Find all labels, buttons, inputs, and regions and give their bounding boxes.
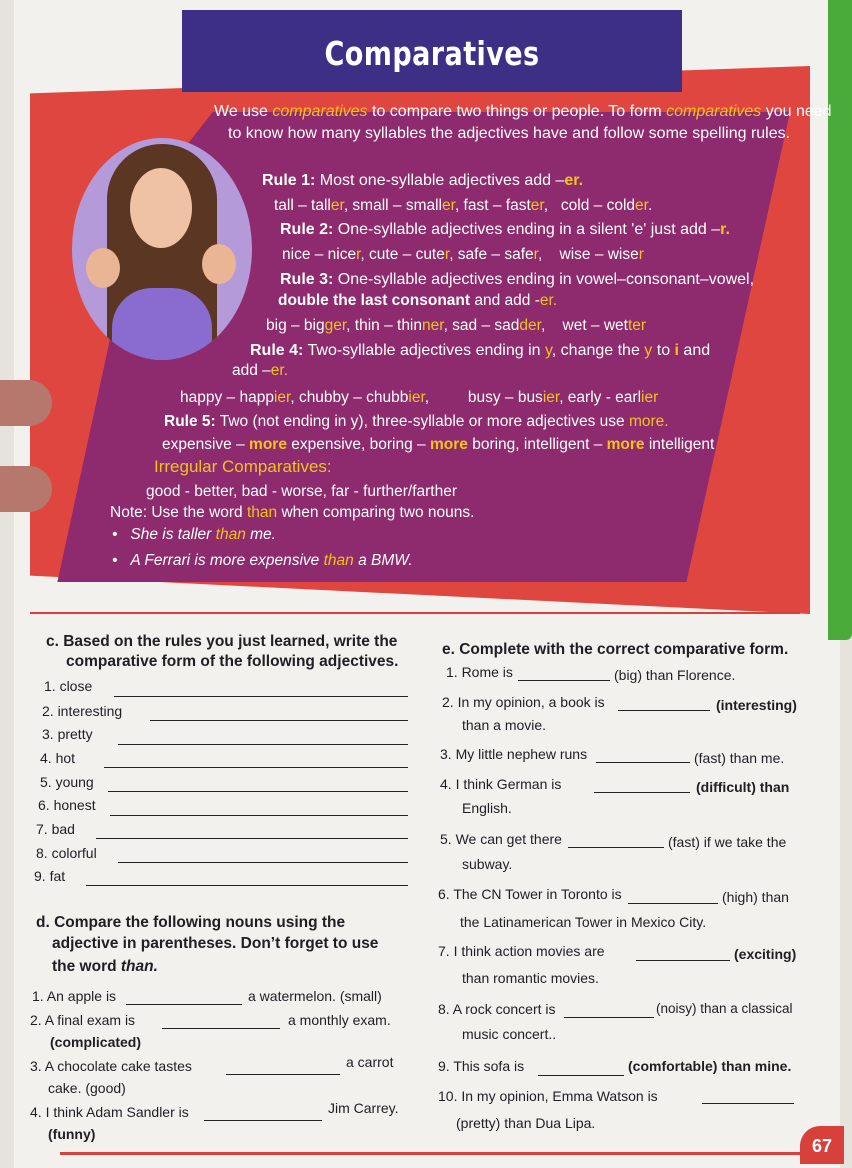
list-item: 4. I think German is xyxy=(440,776,562,792)
irregular-heading: Irregular Comparatives: xyxy=(154,457,332,476)
answer-blank[interactable] xyxy=(702,1103,794,1104)
list-item: 2. In my opinion, a book is xyxy=(442,694,605,710)
list-item-cont: (exciting) xyxy=(734,946,797,962)
rule-1: Rule 1: Most one-syllable adjectives add –er. xyxy=(262,172,584,189)
list-item: 5. young xyxy=(40,774,94,790)
list-item-cont: a monthly exam. xyxy=(288,1012,391,1028)
list-item-cont: than a movie. xyxy=(462,717,547,733)
rule-5-examples: expensive – more expensive, boring – more boring, intelligent – more intelligent xyxy=(162,436,715,453)
list-item-cont: the Latinamerican Tower in Mexico City. xyxy=(460,914,707,930)
list-item-cont: Jim Carrey. xyxy=(328,1100,399,1116)
answer-blank[interactable] xyxy=(96,838,408,839)
section-d-heading-1: d. Compare the following nouns using the xyxy=(36,914,346,931)
rule-1-examples: tall – taller, small – smaller, fast – faster, cold – colder. xyxy=(274,197,653,214)
list-item-hint: (complicated) xyxy=(50,1034,142,1050)
list-item-cont: (comfortable) than mine. xyxy=(628,1058,792,1074)
list-item-cont: subway. xyxy=(462,856,513,872)
list-item-cont: a carrot xyxy=(346,1054,394,1070)
answer-blank[interactable] xyxy=(628,903,718,904)
list-item-cont: music concert.. xyxy=(462,1026,557,1042)
answer-blank[interactable] xyxy=(114,696,408,697)
answer-blank[interactable] xyxy=(110,815,408,816)
answer-blank[interactable] xyxy=(118,862,408,863)
answer-blank[interactable] xyxy=(594,792,690,793)
list-item-hint: cake. (good) xyxy=(48,1080,126,1096)
list-item: 5. We can get there xyxy=(440,831,562,847)
page-number: 67 xyxy=(800,1126,844,1164)
rule-3-line-2: double the last consonant and add -er. xyxy=(278,292,558,309)
list-item: 7. bad xyxy=(36,821,75,837)
list-item: 3. pretty xyxy=(42,726,93,742)
section-c-heading-2: comparative form of the following adjectives. xyxy=(66,653,399,670)
section-e-heading: e. Complete with the correct comparative form. xyxy=(442,641,789,658)
list-item: 1. close xyxy=(44,678,93,694)
list-item-cont: English. xyxy=(462,800,512,816)
answer-blank[interactable] xyxy=(538,1075,624,1076)
list-item: 7. I think action movies are xyxy=(438,943,605,959)
intro-line-2: to know how many syllables the adjectives have and follow some spelling rules. xyxy=(228,125,791,142)
page-title: Comparatives xyxy=(324,34,540,73)
answer-blank[interactable] xyxy=(108,791,408,792)
list-item: 4. I think Adam Sandler is xyxy=(30,1104,189,1120)
section-divider xyxy=(30,612,800,614)
answer-blank[interactable] xyxy=(618,710,710,711)
note-example-2: • A Ferrari is more expensive than a BMW. xyxy=(112,552,413,569)
list-item-cont: (noisy) than a classical xyxy=(656,1001,793,1016)
list-item: 8. A rock concert is xyxy=(438,1001,556,1017)
list-item-hint: (funny) xyxy=(48,1126,96,1142)
list-item-cont: (interesting) xyxy=(716,697,797,713)
rule-5: Rule 5: Two (not ending in y), three-syllable or more adjectives use more. xyxy=(164,413,669,430)
rule-4: Rule 4: Two-syllable adjectives ending in y, change the y to i and xyxy=(250,342,711,359)
list-item: 6. The CN Tower in Toronto is xyxy=(438,886,622,902)
answer-blank[interactable] xyxy=(86,885,408,886)
list-item: 6. honest xyxy=(38,797,96,813)
answer-blank[interactable] xyxy=(118,744,408,745)
answer-blank[interactable] xyxy=(104,767,408,768)
answer-blank[interactable] xyxy=(636,960,730,961)
list-item: 10. In my opinion, Emma Watson is xyxy=(438,1088,658,1104)
rule-4-line-2: add –er. xyxy=(232,362,289,379)
list-item-cont: (fast) if we take the xyxy=(668,834,787,850)
list-item: 1. Rome is xyxy=(446,664,513,680)
answer-blank[interactable] xyxy=(162,1028,280,1029)
list-item: 2. A final exam is xyxy=(30,1012,136,1028)
answer-blank[interactable] xyxy=(596,762,690,763)
answer-blank[interactable] xyxy=(568,847,664,848)
rule-3-examples: big – bigger, thin – thinner, sad – sadder, wet – wetter xyxy=(266,317,647,334)
list-item: 9. fat xyxy=(34,868,66,884)
rule-2: Rule 2: One-syllable adjectives ending in a silent 'e' just add –r. xyxy=(280,221,730,238)
list-item: 4. hot xyxy=(40,750,76,766)
answer-blank[interactable] xyxy=(150,720,408,721)
section-c-heading-1: c. Based on the rules you just learned, write the xyxy=(46,633,398,650)
intro-line-1: We use comparatives to compare two things or people. To form comparatives you need xyxy=(214,103,832,120)
rule-4-examples: happy – happier, chubby – chubbier, busy – busier, early - earlier xyxy=(180,389,659,406)
list-item-cont: (fast) than me. xyxy=(694,750,785,766)
footer-line xyxy=(60,1152,800,1155)
list-item-cont: a watermelon. (small) xyxy=(248,988,382,1004)
note-example-1: • She is taller than me. xyxy=(112,526,276,543)
answer-blank[interactable] xyxy=(518,680,610,681)
list-item: 8. colorful xyxy=(36,845,97,861)
note-text: Note: Use the word than when comparing two nouns. xyxy=(110,504,475,521)
list-item-cont: (big) than Florence. xyxy=(614,667,736,683)
list-item: 9. This sofa is xyxy=(438,1058,525,1074)
list-item-cont: (difficult) than xyxy=(696,779,790,795)
section-d-heading-3: the word than. xyxy=(52,958,158,975)
answer-blank[interactable] xyxy=(204,1120,322,1121)
rule-2-examples: nice – nicer, cute – cuter, safe – safer, wise – wiser xyxy=(282,246,644,263)
answer-blank[interactable] xyxy=(126,1004,242,1005)
list-item-cont: (pretty) than Dua Lipa. xyxy=(456,1115,596,1131)
list-item-cont: (high) than xyxy=(722,889,789,905)
answer-blank[interactable] xyxy=(226,1074,340,1075)
list-item: 2. interesting xyxy=(42,703,123,719)
list-item: 3. A chocolate cake tastes xyxy=(30,1058,192,1074)
irregular-list: good - better, bad - worse, far - further/farther xyxy=(146,483,458,500)
list-item-cont: than romantic movies. xyxy=(462,970,599,986)
list-item: 3. My little nephew runs xyxy=(440,746,588,762)
rule-3: Rule 3: One-syllable adjectives ending in vowel–consonant–vowel, xyxy=(280,271,755,288)
answer-blank[interactable] xyxy=(564,1017,654,1018)
section-d-heading-2: adjective in parentheses. Don’t forget to use xyxy=(52,935,379,952)
list-item: 1. An apple is xyxy=(32,988,117,1004)
